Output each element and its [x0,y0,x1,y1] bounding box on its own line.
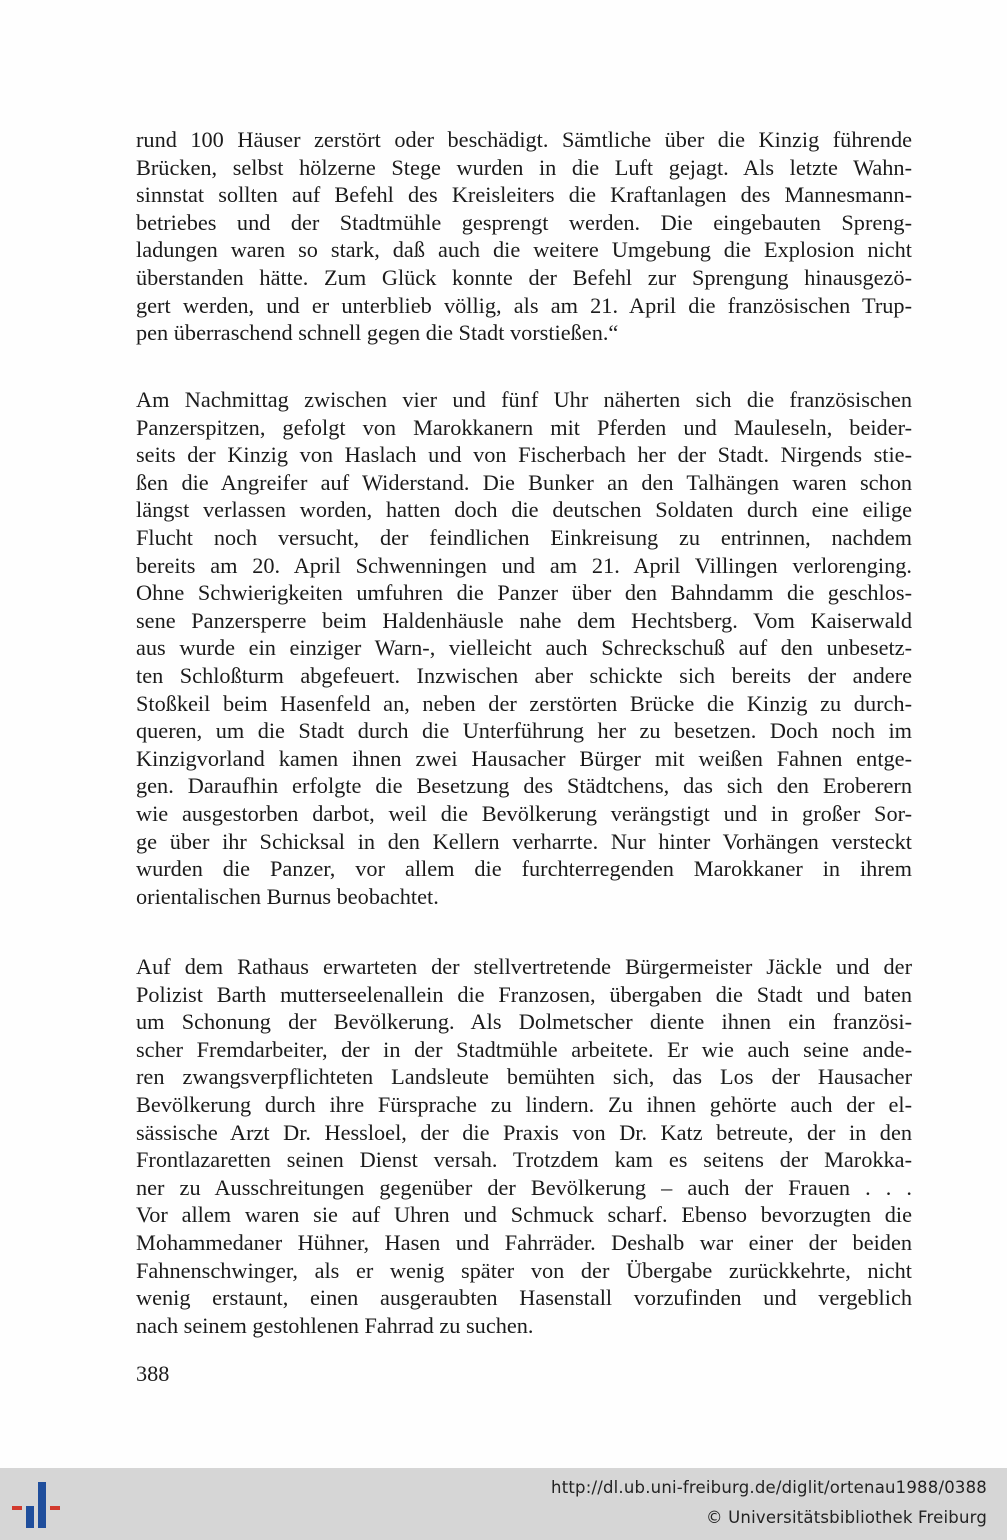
text-line: sinnstat sollten auf Befehl des Kreisleiters die Kraftanlagen des Mannesmann- [136,182,912,208]
text-line: seits der Kinzig von Haslach und von Fischerbach her der Stadt. Nirgends stie- [136,442,912,468]
paragraph-2 [136,386,912,910]
page-number: 388 [136,1361,170,1386]
text-line: sässische Arzt Dr. Hessloel, der die Praxis von Dr. Katz betreute, der in den [136,1119,912,1145]
text-line: längst verlassen worden, hatten doch die deutschen Soldaten durch eine eilige [136,497,912,523]
text-line: Auf dem Rathaus erwarteten der stellvertretende Bürgermeister Jäckle und der [136,954,912,979]
text-line: orientalischen Burnus beobachtet. [136,883,439,909]
text-line: Ohne Schwierigkeiten umfuhren die Panzer über den Bahndamm die geschlos- [136,580,912,606]
text-line: überstanden hätte. Zum Glück konnte der Befehl zur Sprengung hinausgezö- [136,264,912,290]
text-line: ge über ihr Schicksal in den Kellern verharrte. Nur hinter Vorhängen versteckt [136,828,912,854]
text-line: ladungen waren so stark, daß auch die weitere Umgebung die Explosion nicht [136,237,912,263]
footer-url-link[interactable]: http://dl.ub.uni-freiburg.de/diglit/ortenau1988/0388 [551,1478,987,1497]
text-line: gen. Daraufhin erfolgte die Besetzung des Städtchens, das sich den Eroberern [136,773,912,799]
text-line: bereits am 20. April Schwenningen und am 21. April Villingen verlorenging. [136,552,912,578]
text-line: Fahnenschwinger, als er wenig später von der Übergabe zurückkehrte, nicht [136,1257,912,1283]
text-line: ner zu Ausschreitungen gegenüber der Bevölkerung – auch der Frauen . . . [136,1174,912,1200]
text-line: Kinzigvorland kamen ihnen zwei Hausacher Bürger mit weißen Fahnen entge- [136,745,912,771]
text-line: pen überraschend schnell gegen die Stadt vorstießen.“ [136,320,619,346]
text-line: ßen die Angreifer auf Widerstand. Die Bunker an den Talhängen waren schon [136,469,912,495]
text-line: queren, um die Stadt durch die Unterführung her zu besetzen. Doch noch im [136,718,912,744]
paragraph-3 [136,953,912,1339]
text-line: nach seinem gestohlenen Fahrrad zu suchen. [136,1312,534,1338]
text-line: wurden die Panzer, vor allem die furchterregenden Marokkaner in ihrem [136,856,912,882]
text-line: betriebes und der Stadtmühle gesprengt werden. Die eingebauten Spreng- [136,209,912,235]
text-line: Frontlazaretten seinen Dienst versah. Trotzdem kam es seitens der Marokka- [136,1147,912,1173]
text-line: Flucht noch versucht, der feindlichen Einkreisung zu entrinnen, nachdem [136,524,912,550]
footer-bar [0,1468,1007,1540]
text-line: Vor allem waren sie auf Uhren und Schmuck scharf. Ebenso bevorzugten die [136,1202,912,1228]
text-line: ren zwangsverpflichteten Landsleute bemühten sich, das Los der Hausacher [136,1064,912,1090]
text-line: um Schonung der Bevölkerung. Als Dolmetscher diente ihnen ein französi- [136,1009,912,1035]
text-line: ten Schloßturm abgefeuert. Inzwischen aber schickte sich bereits der andere [136,662,912,688]
text-line: scher Fremdarbeiter, der in der Stadtmühle arbeitete. Er wie auch seine ande- [136,1036,912,1062]
footer-copyright: © Universitätsbibliothek Freiburg [705,1508,987,1527]
text-line: sene Panzersperre beim Haldenhäusle nahe dem Hechtsberg. Vom Kaiserwald [136,607,912,633]
text-line: wenig erstaunt, einen ausgeraubten Hasenstall vorzufinden und vergeblich [136,1285,912,1311]
text-line: gert werden, und er unterblieb völlig, als am 21. April die französischen Trup- [136,292,912,318]
text-line: wie ausgestorben darbot, weil die Bevölkerung verängstigt und in großer Sor- [136,800,912,826]
text-line: Panzerspitzen, gefolgt von Marokkanern mit Pferden und Mauleseln, beider- [136,414,912,440]
paragraph-1 [136,126,912,347]
ub-freiburg-logo-icon [12,1478,64,1530]
text-line: Am Nachmittag zwischen vier und fünf Uhr näherten sich die französischen [136,387,912,412]
text-line: rund 100 Häuser zerstört oder beschädigt. Sämtliche über die Kinzig führende [136,127,912,152]
text-line: aus wurde ein einziger Warn-, vielleicht auch Schreckschuß auf den unbesetz- [136,635,912,661]
text-line: Brücken, selbst hölzerne Stege wurden in die Luft gejagt. Als letzte Wahn- [136,154,912,180]
text-line: Mohammedaner Hühner, Hasen und Fahrräder. Deshalb war einer der beiden [136,1229,912,1255]
text-line: Stoßkeil beim Hasenfeld an, neben der zerstörten Brücke die Kinzig zu durch- [136,690,912,716]
text-line: Bevölkerung durch ihre Fürsprache zu lindern. Zu ihnen gehörte auch der el- [136,1091,912,1117]
text-line: Polizist Barth mutterseelenallein die Franzosen, übergaben die Stadt und baten [136,981,912,1007]
